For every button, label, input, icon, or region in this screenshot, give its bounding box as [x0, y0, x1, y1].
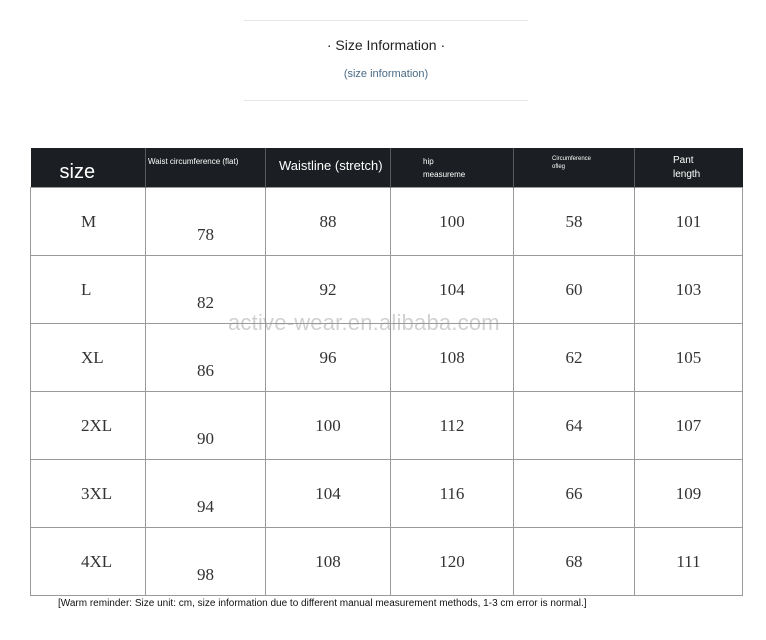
cell-pant-length: 101: [635, 188, 743, 256]
cell-pant-length: 103: [635, 256, 743, 324]
cell-hip: 100: [391, 188, 514, 256]
cell-leg-circumference: 64: [514, 392, 635, 460]
warm-reminder-note: [Warm reminder: Size unit: cm, size information due to different manual measurement methods, 1-3 cm error is normal.]: [58, 598, 587, 609]
cell-hip: 104: [391, 256, 514, 324]
table-row: [31, 256, 743, 324]
header-top-rule: [244, 20, 528, 21]
header-bottom-rule: [244, 100, 528, 101]
column-header-label: hip: [423, 157, 434, 166]
column-header-label: Waistline (stretch): [279, 158, 383, 173]
column-header-label: Pant: [673, 155, 694, 166]
watermark: active-wear.en.alibaba.com: [228, 310, 500, 335]
table-row: [31, 324, 743, 392]
column-header-leg-circumference: [514, 148, 635, 188]
cell-size: 2XL: [31, 392, 146, 460]
column-header-pant-length: [635, 148, 743, 188]
cell-waist-stretch: 108: [266, 528, 391, 596]
cell-waist-flat: 90: [146, 392, 266, 460]
cell-leg-circumference: 58: [514, 188, 635, 256]
cell-hip: 120: [391, 528, 514, 596]
cell-size: XL: [31, 324, 146, 392]
cell-leg-circumference: 60: [514, 256, 635, 324]
cell-pant-length: 105: [635, 324, 743, 392]
column-header-label: Waist circumference (flat): [148, 157, 239, 166]
cell-waist-flat: 94: [146, 460, 266, 528]
cell-waist-stretch: 96: [266, 324, 391, 392]
cell-pant-length: 109: [635, 460, 743, 528]
size-chart-table: [30, 148, 743, 596]
table-row: [31, 528, 743, 596]
cell-waist-flat: 78: [146, 188, 266, 256]
cell-waist-flat: 86: [146, 324, 266, 392]
cell-size: 4XL: [31, 528, 146, 596]
column-header-label-line2: ofleg: [552, 164, 566, 170]
cell-size: L: [31, 256, 146, 324]
cell-leg-circumference: 62: [514, 324, 635, 392]
column-header-label-line2: measureme: [423, 170, 466, 179]
column-header-waist-stretch: [266, 148, 391, 188]
table-header-row: [31, 148, 743, 188]
page-title: · Size Information ·: [326, 37, 446, 53]
cell-pant-length: 111: [635, 528, 743, 596]
cell-hip: 108: [391, 324, 514, 392]
column-header-hip: [391, 148, 514, 188]
cell-leg-circumference: 68: [514, 528, 635, 596]
cell-waist-flat: 82: [146, 256, 266, 324]
cell-hip: 116: [391, 460, 514, 528]
column-header-size: [31, 148, 146, 188]
table-row: [31, 392, 743, 460]
cell-waist-stretch: 88: [266, 188, 391, 256]
cell-hip: 112: [391, 392, 514, 460]
column-header-label-line2: length: [673, 169, 701, 180]
cell-waist-stretch: 92: [266, 256, 391, 324]
column-header-waist-flat: [146, 148, 266, 188]
cell-waist-stretch: 100: [266, 392, 391, 460]
cell-pant-length: 107: [635, 392, 743, 460]
table-row: [31, 460, 743, 528]
column-header-label: size: [59, 161, 96, 183]
cell-leg-circumference: 66: [514, 460, 635, 528]
cell-waist-stretch: 104: [266, 460, 391, 528]
table-row: [31, 188, 743, 256]
cell-size: 3XL: [31, 460, 146, 528]
page-subtitle: (size information): [343, 68, 429, 80]
column-header-label: Circumference: [552, 156, 592, 162]
cell-size: M: [31, 188, 146, 256]
cell-waist-flat: 98: [146, 528, 266, 596]
